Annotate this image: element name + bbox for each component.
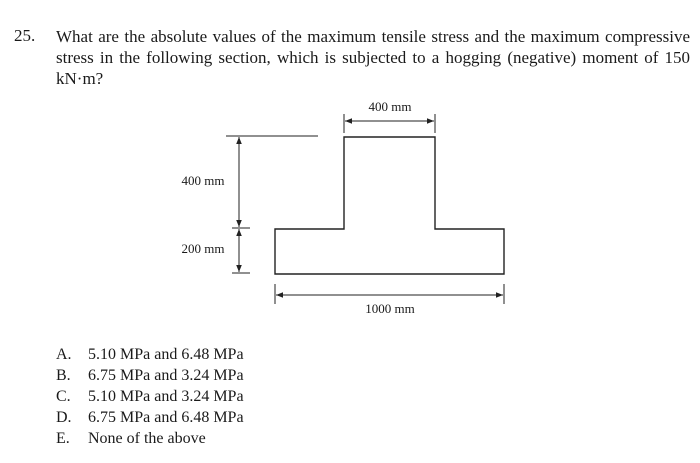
- question-number: 25.: [14, 26, 36, 45]
- option-letter: B.: [56, 367, 71, 384]
- web-height-label: 400 mm: [181, 173, 225, 188]
- option-a[interactable]: [56, 344, 244, 365]
- top-width-label: 400 mm: [368, 99, 412, 114]
- option-text: 6.75 MPa and 3.24 MPa: [88, 367, 244, 384]
- answer-options: [56, 344, 244, 449]
- option-letter: D.: [56, 409, 72, 426]
- flange-height-label: 200 mm: [181, 241, 225, 256]
- option-letter: C.: [56, 388, 71, 405]
- option-b[interactable]: [56, 365, 244, 386]
- option-d[interactable]: [56, 407, 244, 428]
- option-text: 5.10 MPa and 3.24 MPa: [88, 388, 244, 405]
- section-outline: [275, 137, 504, 274]
- option-e[interactable]: [56, 428, 244, 449]
- bottom-width-label: 1000 mm: [365, 301, 415, 316]
- option-text: None of the above: [88, 430, 206, 447]
- option-text: 6.75 MPa and 6.48 MPa: [88, 409, 244, 426]
- option-letter: E.: [56, 430, 70, 447]
- option-text: 5.10 MPa and 6.48 MPa: [88, 346, 244, 363]
- option-letter: A.: [56, 346, 72, 363]
- question-text: What are the absolute values of the maximum tensile stress and the maximum compressive stress in the following section, which is subjected to a hogging (negative) moment of 150 kN·m?: [56, 27, 690, 88]
- option-c[interactable]: [56, 386, 244, 407]
